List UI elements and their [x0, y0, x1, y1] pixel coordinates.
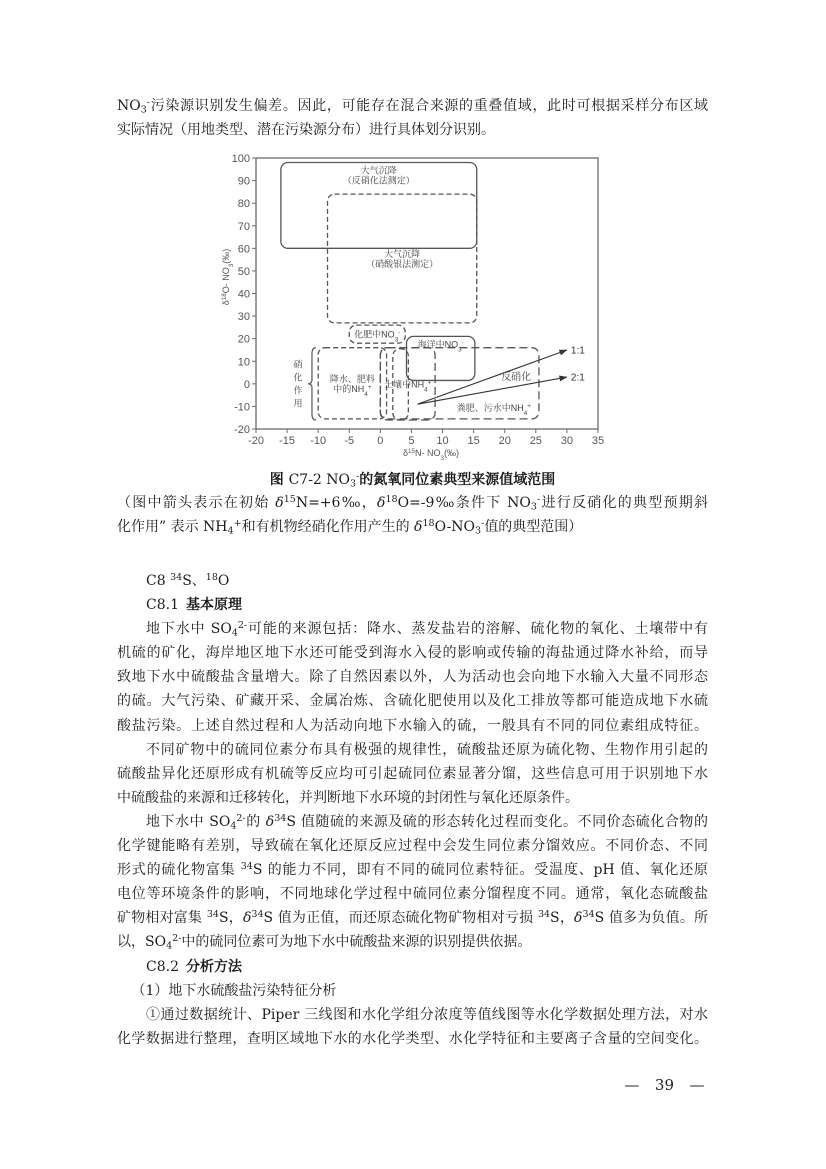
text-run: 电位等环境条件的影响，不同地球化学过程中硫同位素分馏程度不同。通常，氧化态硫酸盐: [117, 886, 708, 903]
text-run: 中的NH: [333, 383, 365, 394]
superscript: 34: [251, 909, 264, 921]
bold-text: 图: [269, 472, 289, 488]
superscript: 18: [422, 517, 435, 529]
text-line: [117, 786, 708, 810]
text-run: O-NO: [434, 518, 476, 535]
subscript: 3: [440, 454, 445, 462]
text-line: [117, 617, 708, 641]
y-axis-label: [221, 249, 235, 306]
superscript: 18: [220, 293, 228, 301]
italic-symbol: δ: [265, 813, 275, 830]
subscript: 4: [227, 525, 234, 537]
text-line: [117, 94, 708, 118]
text-run: S、: [182, 573, 206, 589]
y-tick-label: -10: [234, 401, 250, 414]
text-run: 以，SO: [117, 934, 167, 951]
subsection-number: C8.1: [146, 597, 179, 614]
text-line: [117, 1003, 708, 1027]
intro-text: [117, 94, 708, 142]
superscript: 15: [283, 494, 296, 506]
footer-dash-left: —: [624, 1076, 640, 1094]
text-run: O- NO: [221, 267, 231, 294]
footer-dash-right: —: [689, 1076, 705, 1094]
superscript: +: [367, 383, 372, 391]
text-run: 实际情况（用地类型、潜在污染源分布）进行具体划分识别。: [117, 122, 495, 139]
italic-symbol: δ: [242, 910, 252, 927]
y-tick-label: 30: [237, 311, 250, 324]
subsection-title: 分析方法: [185, 958, 242, 975]
figure-note-line: [117, 492, 708, 515]
nitrification-label-char: 化: [293, 372, 303, 383]
superscript: +: [233, 517, 242, 529]
y-tick-label: 20: [237, 333, 250, 346]
subsection-heading: [117, 955, 708, 979]
nitrification-label-char: 硝: [293, 359, 303, 370]
isotope-source-chart: [205, 145, 610, 465]
text-run: 酸盐污染。上述自然过程和人为活动向地下水输入的硫，一般具有不同的同位素组成特征。: [117, 717, 708, 734]
italic-symbol: δ: [574, 910, 583, 927]
denitrification-arrow: [418, 350, 567, 404]
text-run: 化作用” 表示 NH: [117, 518, 228, 535]
region-label: [366, 258, 438, 269]
superscript: 34: [274, 812, 287, 824]
region-label: [333, 383, 372, 398]
figure-caption: [117, 469, 708, 539]
nitrification-label-char: 用: [293, 398, 303, 409]
superscript: -: [146, 96, 151, 108]
x-tick-label: 20: [498, 435, 511, 447]
text-run: S 值随硫的来源及硫的形态转化过程而变化。不同价态硫化合物的: [286, 813, 708, 830]
text-run: O=-9‰条件下 NO: [397, 495, 531, 512]
text-run: N=+6‰，: [295, 495, 378, 512]
subscript: 3: [394, 336, 399, 344]
list-item-heading: （1）地下水硫酸盐污染特征分析: [131, 982, 337, 999]
text-run: (‰): [221, 248, 231, 264]
superscript: 2-: [172, 933, 182, 945]
text-run: NO: [117, 98, 141, 114]
text-line: [117, 858, 708, 882]
subscript: 4: [230, 820, 237, 832]
x-tick-label: -10: [310, 435, 327, 447]
y-tick-label: 60: [237, 243, 250, 256]
superscript: -: [461, 338, 464, 346]
nitrification-bracket: [308, 348, 316, 420]
text-run: ①通过数据统计、Piper 三线图和水化学组分浓度等值线图等水化学数据处理方法，对水: [146, 1006, 708, 1023]
y-tick-label: 50: [237, 265, 250, 278]
text-line: [117, 738, 708, 762]
subscript: 3: [350, 478, 357, 490]
superscript: -: [356, 470, 360, 482]
text-run: 不同矿物中的硫同位素分布具有极强的规律性，硫酸盐还原为硫化物、生物作用引起的: [146, 741, 708, 758]
superscript: 15: [407, 447, 416, 455]
text-run: 形式的硫化物富集: [117, 862, 241, 879]
nitrification-label-char: 作: [293, 385, 303, 396]
text-run: 硫酸盐异化还原形成有机硫等反应均可引起硫同位素显著分馏，这些信息可用于识别地下水: [117, 765, 708, 782]
superscript: 18: [205, 571, 218, 583]
paragraph: [117, 810, 708, 955]
text-run: 机硫的矿化，海岸地区地下水还可能受到海水入侵的影响或传输的海盐通过降水补给，而导: [117, 645, 708, 662]
superscript: 34: [240, 860, 253, 872]
text-line: [117, 810, 708, 834]
superscript: 18: [385, 494, 398, 506]
text-run: S，: [550, 910, 575, 927]
text-run: 大气沉降: [360, 165, 397, 176]
arrow-slope-label: 2:1: [570, 372, 585, 384]
paragraph: [117, 738, 708, 810]
text-run: N- NO: [415, 448, 441, 458]
x-tick-label: 30: [560, 435, 574, 447]
y-tick-label: 90: [237, 175, 250, 188]
text-line: [117, 689, 708, 713]
text-run: δ: [221, 300, 231, 306]
text-run: S 值为正值，而还原态硫化物矿物相对亏损: [263, 910, 538, 927]
y-tick-label: -20: [234, 424, 250, 436]
x-tick-label: 5: [408, 435, 415, 447]
x-tick-label: 0: [377, 435, 384, 447]
superscript: +: [427, 378, 432, 386]
denitrification-label: 反硝化: [501, 371, 532, 383]
subscript: 4: [424, 385, 428, 393]
italic-symbol: δ: [414, 518, 423, 535]
text-run: 的: [245, 813, 266, 830]
text-line: [117, 714, 708, 738]
superscript: -: [536, 494, 541, 506]
text-run: 化学键能略有差别，导致硫在氧化还原反应过程中会发生同位素分馏效应。不同价态、不同: [117, 838, 708, 855]
subscript: 3: [140, 104, 147, 116]
region-label: [361, 165, 397, 176]
text-run: 中的硫同位素可为地下水中硫酸盐来源的识别提供依据。: [181, 934, 532, 951]
text-run: 和有机物经硝化作用产生的: [241, 518, 415, 535]
text-run: 化学数据进行整理，查明区域地下水的水化学类型、水化学特征和主要离子含量的空间变化。: [117, 1030, 708, 1047]
text-run: 进行反硝化的典型预期斜: [540, 495, 708, 512]
text-run: 的硫。大气污染、矿藏开采、金属冶炼、含硫化肥使用以及化工排放等都可能造成地下水硫: [117, 693, 708, 710]
y-tick-label: 70: [237, 220, 250, 233]
y-tick-label: 0: [243, 378, 250, 391]
text-line: [117, 641, 708, 665]
section-c8: [117, 569, 708, 1051]
bold-text: 的氮氧同位素典型来源值域范围: [359, 472, 556, 488]
page-footer: [621, 1072, 708, 1098]
region-label: [418, 338, 464, 353]
region-label: [330, 373, 375, 384]
text-run: δ: [402, 448, 408, 458]
text-run: （反硝化法测定）: [342, 175, 415, 186]
italic-symbol: δ: [377, 495, 386, 512]
superscript: 34: [170, 571, 183, 583]
text-line: [117, 882, 708, 906]
x-tick-label: -15: [279, 435, 296, 447]
text-run: 大气沉降: [384, 248, 421, 259]
text-run: S 的能力不同，即有不同的硫同位素特征。受温度、pH 值、氧化还原: [252, 862, 708, 879]
superscript: 34: [206, 909, 219, 921]
subscript: 4: [523, 409, 528, 417]
region-label: [384, 248, 420, 259]
text-run: 地下水中 SO: [146, 621, 232, 638]
text-run: 海洋中NO: [417, 339, 459, 350]
text-run: 中硫酸盐的来源和迁移转化，并判断地下水环境的封闭性与氧化还原条件。: [117, 789, 579, 806]
subscript: 3: [458, 345, 462, 353]
superscript: +: [527, 402, 531, 410]
text-run: 致地下水中硫酸盐含量增大。除了自然因素以外，人为活动也会向地下水输入大量不同形态: [117, 669, 708, 686]
text-run: S，: [218, 910, 243, 927]
region-label: [343, 175, 415, 186]
text-run: 降水、肥料: [329, 373, 375, 384]
text-run: C8: [146, 573, 171, 589]
text-run: 地下水中 SO: [146, 813, 231, 830]
text-run: 值的典型范围）: [484, 518, 583, 535]
superscript: 34: [537, 909, 551, 921]
x-tick-label: 25: [529, 435, 542, 447]
text-run: (‰): [444, 448, 460, 458]
subscript: 3: [227, 263, 235, 268]
subscript: 3: [475, 525, 482, 537]
subscript: 4: [231, 627, 238, 639]
subscript: 4: [364, 390, 368, 398]
region-label: [354, 329, 400, 344]
x-tick-label: -5: [344, 435, 355, 447]
text-run: S 值多为负值。所: [594, 910, 708, 927]
x-tick-label: 15: [467, 435, 480, 447]
page-number: 39: [654, 1076, 674, 1094]
text-run: （图中箭头表示在初始: [117, 495, 276, 512]
section-heading: [117, 569, 708, 593]
paragraph: [117, 617, 708, 737]
text-run: O: [217, 573, 230, 589]
text-run: 污染源识别发生偏差。因此，可能存在混合来源的重叠值域，此时可根据采样分布区域: [150, 98, 708, 114]
y-tick-label: 40: [237, 288, 250, 301]
superscript: 2-: [237, 619, 248, 631]
text-line: [117, 834, 708, 858]
x-tick-label: 35: [591, 435, 605, 447]
italic-symbol: δ: [275, 495, 284, 512]
y-tick-label: 80: [237, 198, 250, 211]
text-run: 土壤中NH: [384, 379, 425, 390]
superscript: -: [398, 329, 401, 337]
region-label: [457, 402, 532, 417]
text-run: C7-2 NO: [288, 472, 351, 488]
text-line: [117, 1027, 708, 1051]
x-tick-label: -20: [248, 435, 264, 447]
superscript: -: [481, 517, 485, 529]
text-run: 化肥中NO: [354, 329, 395, 340]
text-line: [117, 118, 708, 142]
paragraph: [117, 1003, 708, 1051]
subsection-title: 基本原理: [185, 597, 242, 614]
subscript: 3: [530, 502, 537, 514]
subsection-number: C8.2: [146, 958, 179, 975]
text-run: （硝酸银法测定）: [366, 258, 439, 269]
x-tick-label: 10: [436, 435, 449, 447]
text-run: 粪肥、污水中NH: [456, 402, 524, 413]
superscript: 2-: [236, 812, 246, 824]
denitrification-arrow: [418, 377, 567, 404]
figure-title: [117, 469, 708, 492]
y-tick-label: 100: [231, 153, 250, 165]
text-run: 矿物相对富集: [117, 910, 207, 927]
text-line: [117, 665, 708, 689]
x-axis-label: [403, 448, 459, 462]
subscript: 4: [166, 941, 173, 953]
figure-note-line: [117, 516, 708, 539]
text-line: [117, 906, 708, 930]
subsection-heading: [117, 593, 708, 617]
text-line: [117, 930, 708, 954]
superscript: 34: [582, 909, 595, 921]
y-tick-label: 10: [237, 356, 250, 369]
arrow-slope-label: 1:1: [570, 345, 585, 357]
text-run: 可能的来源包括：降水、蒸发盐岩的溶解、硫化物的氧化、土壤带中有: [247, 621, 708, 638]
text-line: [117, 762, 708, 786]
